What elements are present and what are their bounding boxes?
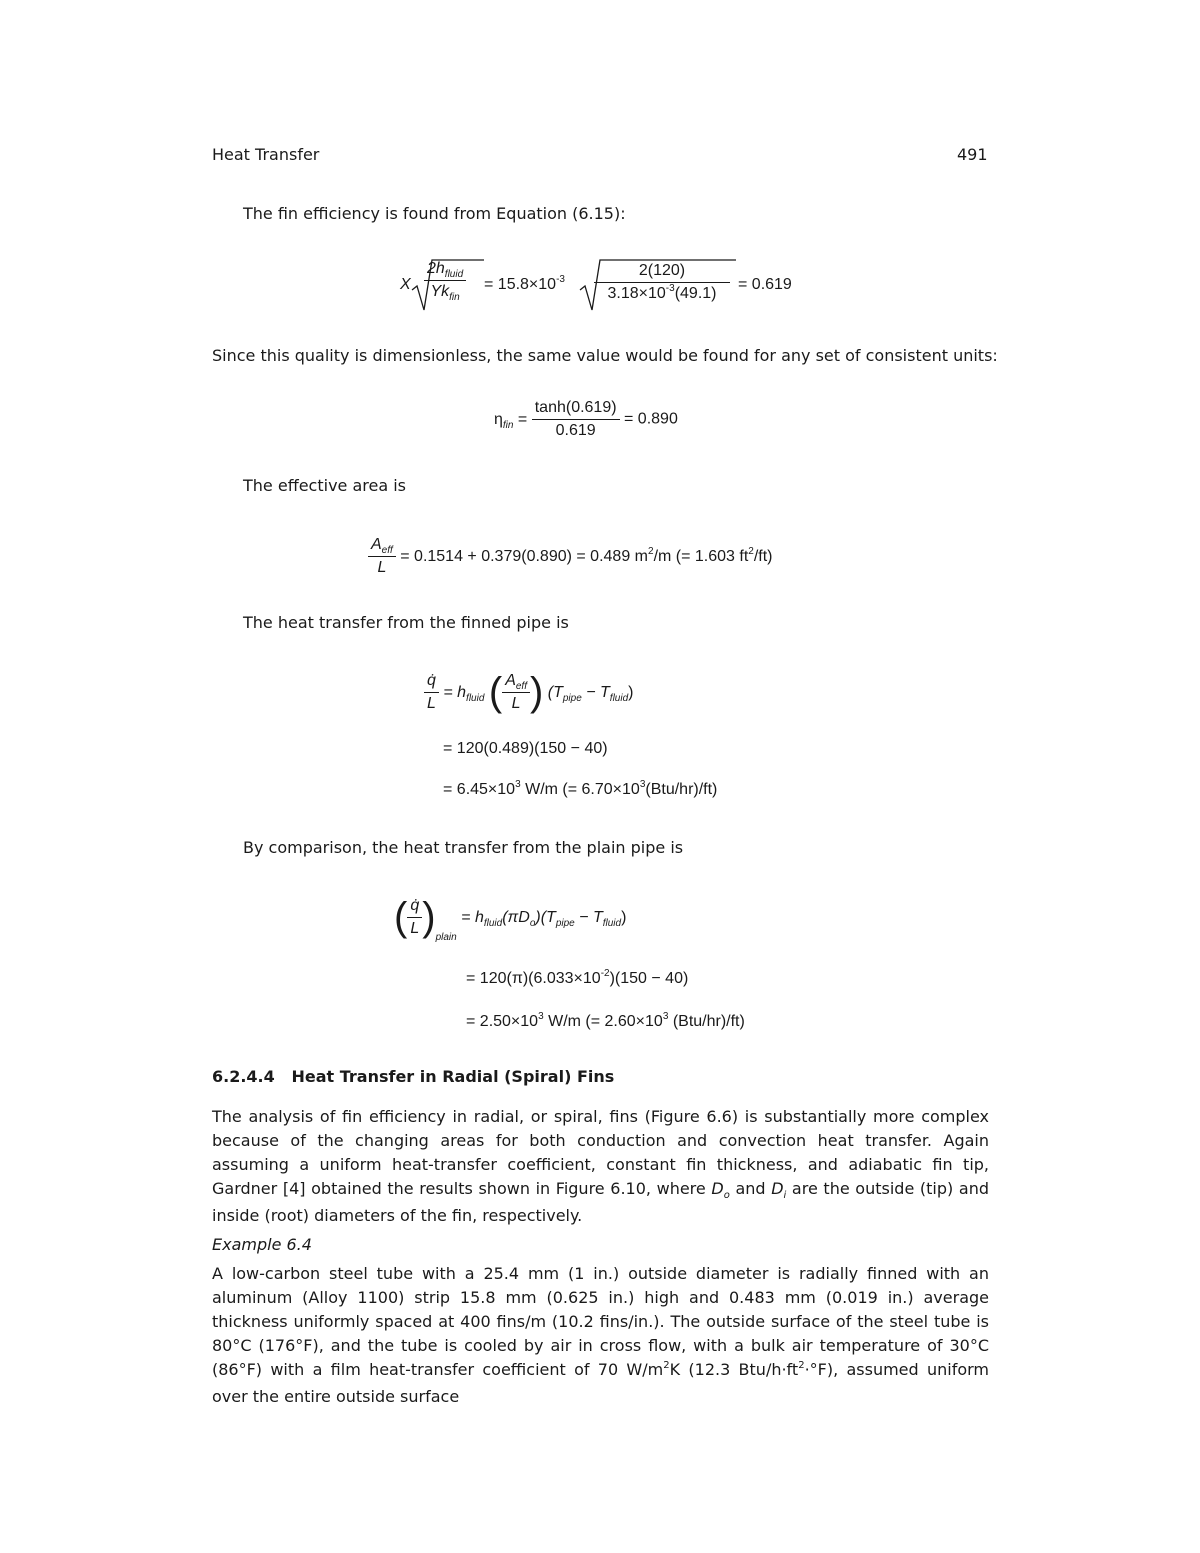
eq5-line3b: W/m (= 2.60×10 (543, 1013, 663, 1030)
eq4-h-sub: fluid (466, 692, 485, 704)
eq2-equals: = (517, 410, 528, 428)
eq5-line2b: )(150 − 40) (609, 970, 689, 987)
eq5-lhs-den: L (407, 917, 422, 938)
equation-plain-heat-transfer (394, 895, 627, 943)
example-title: Example 6.4 (212, 1235, 312, 1254)
paragraph-fin-efficiency-intro: The fin efficiency is found from Equation (6.15): (243, 204, 626, 223)
eq1-fraction-a (424, 260, 466, 301)
eq1-num-a: 2h (427, 260, 445, 277)
eq2-eta-sub: fin (502, 419, 514, 431)
eq5-tail-a: )(T (535, 908, 556, 926)
eq3-exp1: 2 (648, 545, 654, 557)
eq1-fraction-b (594, 262, 730, 303)
eq4-tail-b: − T (581, 683, 610, 701)
eq1-den-b-pre: 3.18×10 (607, 285, 666, 302)
equation-finned-heat-transfer (424, 670, 633, 715)
eq5-h: = h (461, 908, 484, 926)
eq2-den: 0.619 (555, 422, 596, 439)
eq4-line3c: (Btu/hr)/ft) (645, 781, 718, 798)
section-heading: 6.2.4.4 Heat Transfer in Radial (Spiral) Fins (212, 1067, 615, 1086)
eq5-right-paren: ) (422, 895, 436, 939)
eq4-frac-num: A (505, 672, 516, 689)
p6-di-sub: i (783, 1190, 787, 1201)
eq5-mid: (πD (502, 908, 530, 926)
eq4-area-fraction (502, 672, 530, 713)
running-title: Heat Transfer (212, 145, 320, 164)
eq4-right-paren: ) (529, 670, 544, 714)
eq1-middle (484, 276, 565, 294)
p6-do-sub: o (723, 1190, 730, 1201)
eq4-tail-a-sub: pipe (562, 692, 582, 704)
eq4-tail-a: (T (547, 683, 563, 701)
paragraph-plain-pipe: By comparison, the heat transfer from the plain pipe is (243, 838, 684, 857)
eq5-line2 (466, 970, 688, 988)
paragraph-dimensionless: Since this quality is dimensionless, the same value would be found for any set of consistent units: (212, 346, 998, 365)
eq4-line3 (443, 781, 717, 799)
eq1-num-b: 2(120) (594, 262, 730, 283)
eq1-den-b-post: (49.1) (674, 285, 717, 302)
eq2-fraction (532, 399, 620, 440)
p6-text-a: The analysis of fin efficiency in radial, or spiral, fins (Figure 6.6) is substantially more complex because of the changing areas for both conduction and convection heat transfer. Again assuming a uniform heat-transfer coefficient, constant fin thickness, and adiabatic fin tip, Gardner [4] obtained the results shown in Figure 6.10, where (212, 1107, 989, 1198)
eq1-num-a-sub: fluid (444, 269, 464, 280)
eq5-lhs-sub: plain (435, 931, 457, 943)
p6-and: and (729, 1179, 772, 1198)
eq5-line2a: = 120(π)(6.033×10 (466, 970, 601, 987)
eq4-tail-c: ) (628, 683, 634, 701)
eq3-num-sub: eff (381, 545, 393, 556)
eq4-lhs-den: L (427, 695, 436, 712)
equation-effective-area (368, 536, 773, 577)
eq5-tail-a-sub: pipe (555, 917, 575, 929)
p7-exp2: 2 (798, 1360, 805, 1371)
eq1-den-b-exp: -3 (665, 283, 675, 294)
paragraph-example-statement (212, 1262, 989, 1409)
eq4-line2: = 120(0.489)(150 − 40) (443, 740, 608, 757)
eq5-tail-b: − T (574, 908, 603, 926)
eq1-den-a: Yk (430, 283, 450, 300)
eq5-lhs-fraction (407, 897, 422, 938)
eq4-tail-b-sub: fluid (609, 692, 629, 704)
eq4-h: = h (443, 683, 467, 701)
eq4-left-paren: ( (488, 670, 503, 714)
eq5-line3b-exp: 3 (662, 1011, 669, 1022)
eq4-line3a-exp: 3 (515, 779, 521, 790)
eq3-rhs3: /ft) (753, 547, 773, 565)
p6-text-b: are the outside (tip) and inside (root) diameters of the fin, respectively. (212, 1179, 989, 1225)
eq5-line2a-exp: -2 (600, 968, 610, 979)
eq5-line3c: (Btu/hr)/ft) (668, 1013, 745, 1030)
eq2-result: = 0.890 (624, 410, 678, 428)
paragraph-finned-pipe: The heat transfer from the finned pipe is (243, 613, 569, 632)
equation-eta-fin (494, 399, 678, 440)
p7-text-a: A low-carbon steel tube with a 25.4 mm (1 in.) outside diameter is radially finned with an aluminum (Alloy 1100) strip 15.8 mm (0.625 in.) high and 0.483 mm (0.019 in.) average thickness uniformly spaced at 400 fins/m (10.2 fins/in.). The outside surface of the steel tube is 80°C (176°F), and the tube is cooled by air in cross flow, with a bulk air temperature of 30°C (86°F) with a film heat-transfer coefficient of 70 W/m (212, 1264, 989, 1379)
eq2-num: tanh(0.619) (532, 399, 620, 420)
eq4-line3a: = 6.45×10 (443, 781, 516, 798)
eq3-den: L (377, 559, 387, 576)
eq4-frac-den: L (511, 695, 521, 712)
p6-di: D (771, 1179, 784, 1198)
eq5-left-paren: ( (394, 895, 408, 939)
eq2-eta: η (494, 410, 503, 428)
eq4-frac-num-sub: eff (515, 681, 527, 692)
eq1-result: = 0.619 (738, 276, 792, 293)
paragraph-effective-area: The effective area is (243, 476, 407, 495)
eq5-mid-sub: o (529, 917, 536, 929)
eq4-lhs-fraction (424, 672, 439, 713)
eq5-lhs-num: q̇ (410, 897, 420, 914)
eq1-mid-exp: -3 (556, 274, 565, 285)
p7-text-b: K (12.3 Btu/h·ft (669, 1360, 799, 1379)
eq5-line3a-exp: 3 (538, 1011, 544, 1022)
eq1-x-symbol: X (400, 276, 411, 293)
eq5-line3a: = 2.50×10 (466, 1013, 539, 1030)
eq5-line3 (466, 1013, 745, 1031)
eq4-line3b: W/m (= 6.70×10 (520, 781, 640, 798)
eq4-line3b-exp: 3 (639, 779, 646, 790)
eq3-exp2: 2 (748, 545, 754, 557)
page-number: 491 (957, 145, 988, 164)
eq3-num: A (371, 536, 382, 553)
eq1-den-a-sub: fin (449, 292, 460, 303)
eq1-mid-text: = 15.8×10 (484, 276, 557, 293)
eq3-rhs: = 0.1514 + 0.379(0.890) = 0.489 m (400, 547, 648, 565)
eq3-rhs2: /m (= 1.603 ft (653, 547, 749, 565)
eq5-h-sub: fluid (483, 917, 503, 929)
eq4-lhs-num: q̇ (424, 672, 439, 693)
p7-exp1: 2 (663, 1360, 670, 1371)
p7-text-c: ·°F), assumed uniform over the entire outside surface (212, 1360, 989, 1406)
eq3-fraction (368, 536, 396, 577)
eq5-tail-c: ) (621, 908, 627, 926)
paragraph-radial-fins (212, 1105, 989, 1228)
p6-do: D (711, 1179, 724, 1198)
eq5-tail-b-sub: fluid (602, 917, 622, 929)
